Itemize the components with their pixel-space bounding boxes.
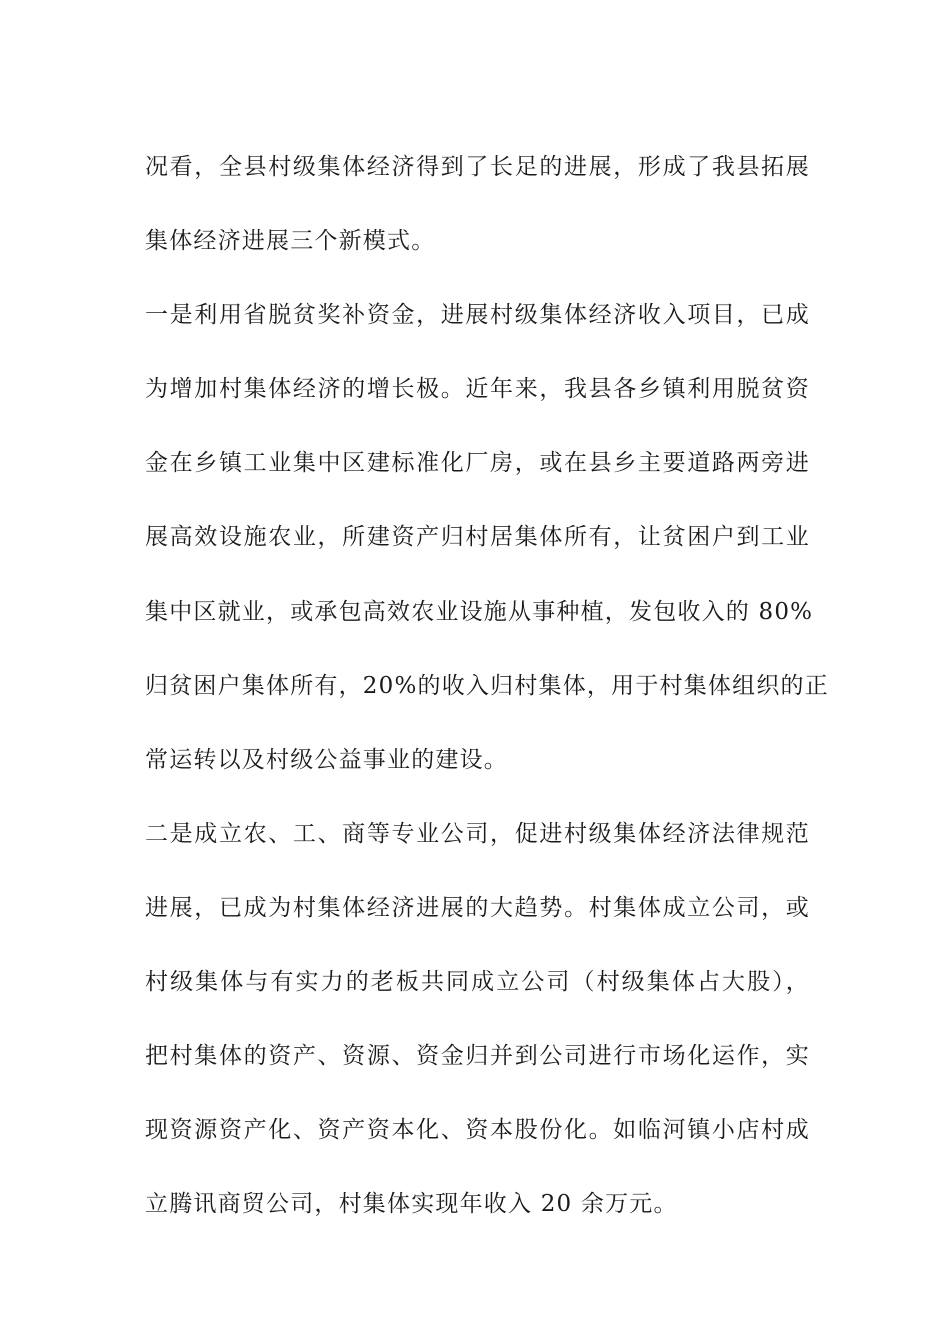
paragraph-2 [145, 278, 829, 797]
text-line: 常运转以及村级公益事业的建设。 [145, 746, 508, 773]
document-body [145, 130, 829, 1241]
paragraph-3 [145, 797, 810, 1242]
text-line: 进展，已成为村集体经济进展的大趋势。村集体成立公司，或 [145, 894, 810, 921]
text-line: 展高效设施农业，所建资产归村居集体所有，让贫困户到工业 [145, 524, 810, 551]
text-line: 集体经济进展三个新模式。 [145, 228, 436, 255]
text-line: 把村集体的资产、资源、资金归并到公司进行市场化运作，实 [145, 1043, 810, 1070]
text-line: 一是利用省脱贫奖补资金，进展村级集体经济收入项目，已成 [145, 302, 810, 329]
text-line: 为增加村集体经济的增长极。近年来，我县各乡镇利用脱贫资 [145, 376, 810, 403]
text-line: 归贫困户集体所有，20%的收入归村集体，用于村集体组织的正 [145, 672, 829, 699]
text-line: 村级集体与有实力的老板共同成立公司（村级集体占大股）， [145, 969, 810, 996]
text-line: 立腾讯商贸公司，村集体实现年收入 20 余万元。 [145, 1191, 678, 1218]
text-line: 况看，全县村级集体经济得到了长足的进展，形成了我县拓展 [145, 154, 810, 180]
text-line: 集中区就业，或承包高效农业设施从事种植，发包收入的 80% [145, 598, 814, 625]
text-line: 现资源资产化、资产资本化、资本股份化。如临河镇小店村成 [145, 1117, 810, 1144]
text-line: 金在乡镇工业集中区建标准化厂房，或在县乡主要道路两旁进 [145, 450, 810, 477]
paragraph-1 [145, 130, 810, 278]
text-line: 二是成立农、工、商等专业公司，促进村级集体经济法律规范 [145, 820, 810, 847]
